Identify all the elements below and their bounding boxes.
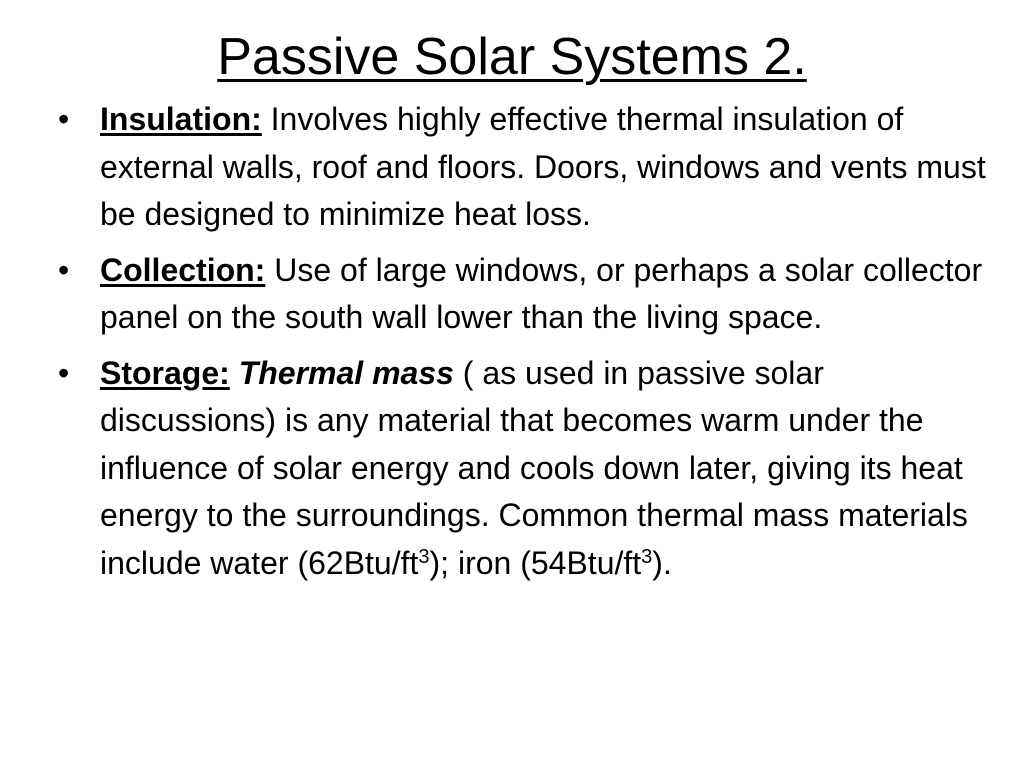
bullet-text: ); iron (54Btu/ft xyxy=(429,544,642,581)
bullet-emphasis: Thermal mass xyxy=(238,354,454,391)
bullet-storage xyxy=(58,350,1008,588)
bullet-collection xyxy=(58,247,1008,342)
bullet-list xyxy=(58,96,1008,595)
bullet-icon: • xyxy=(58,354,70,391)
bullet-text: Involves highly effective thermal insulation of external walls, roof and floors. Doors, windows and vents must be designed to minimize heat loss. xyxy=(100,101,986,232)
superscript: 3 xyxy=(641,545,653,568)
bullet-text: ). xyxy=(652,544,672,581)
bullet-term: Collection: xyxy=(100,251,266,288)
slide-title: Passive Solar Systems 2. xyxy=(217,28,807,86)
bullet-insulation xyxy=(58,96,1008,239)
bullet-term: Insulation: xyxy=(100,101,262,137)
bullet-icon: • xyxy=(58,251,70,288)
bullet-icon: • xyxy=(58,101,70,137)
bullet-term: Storage: xyxy=(100,354,230,391)
bullet-text: ( as used in passive solar discussions) is any material that becomes warm under the influence of solar energy and cools down later, giving its heat energy to the surroundings. Common thermal mass materials include water (62Btu/ft xyxy=(100,354,968,581)
bullet-text: Use of large windows, or perhaps a solar collector panel on the south wall lower than the living space. xyxy=(100,251,983,335)
superscript: 3 xyxy=(418,545,430,568)
